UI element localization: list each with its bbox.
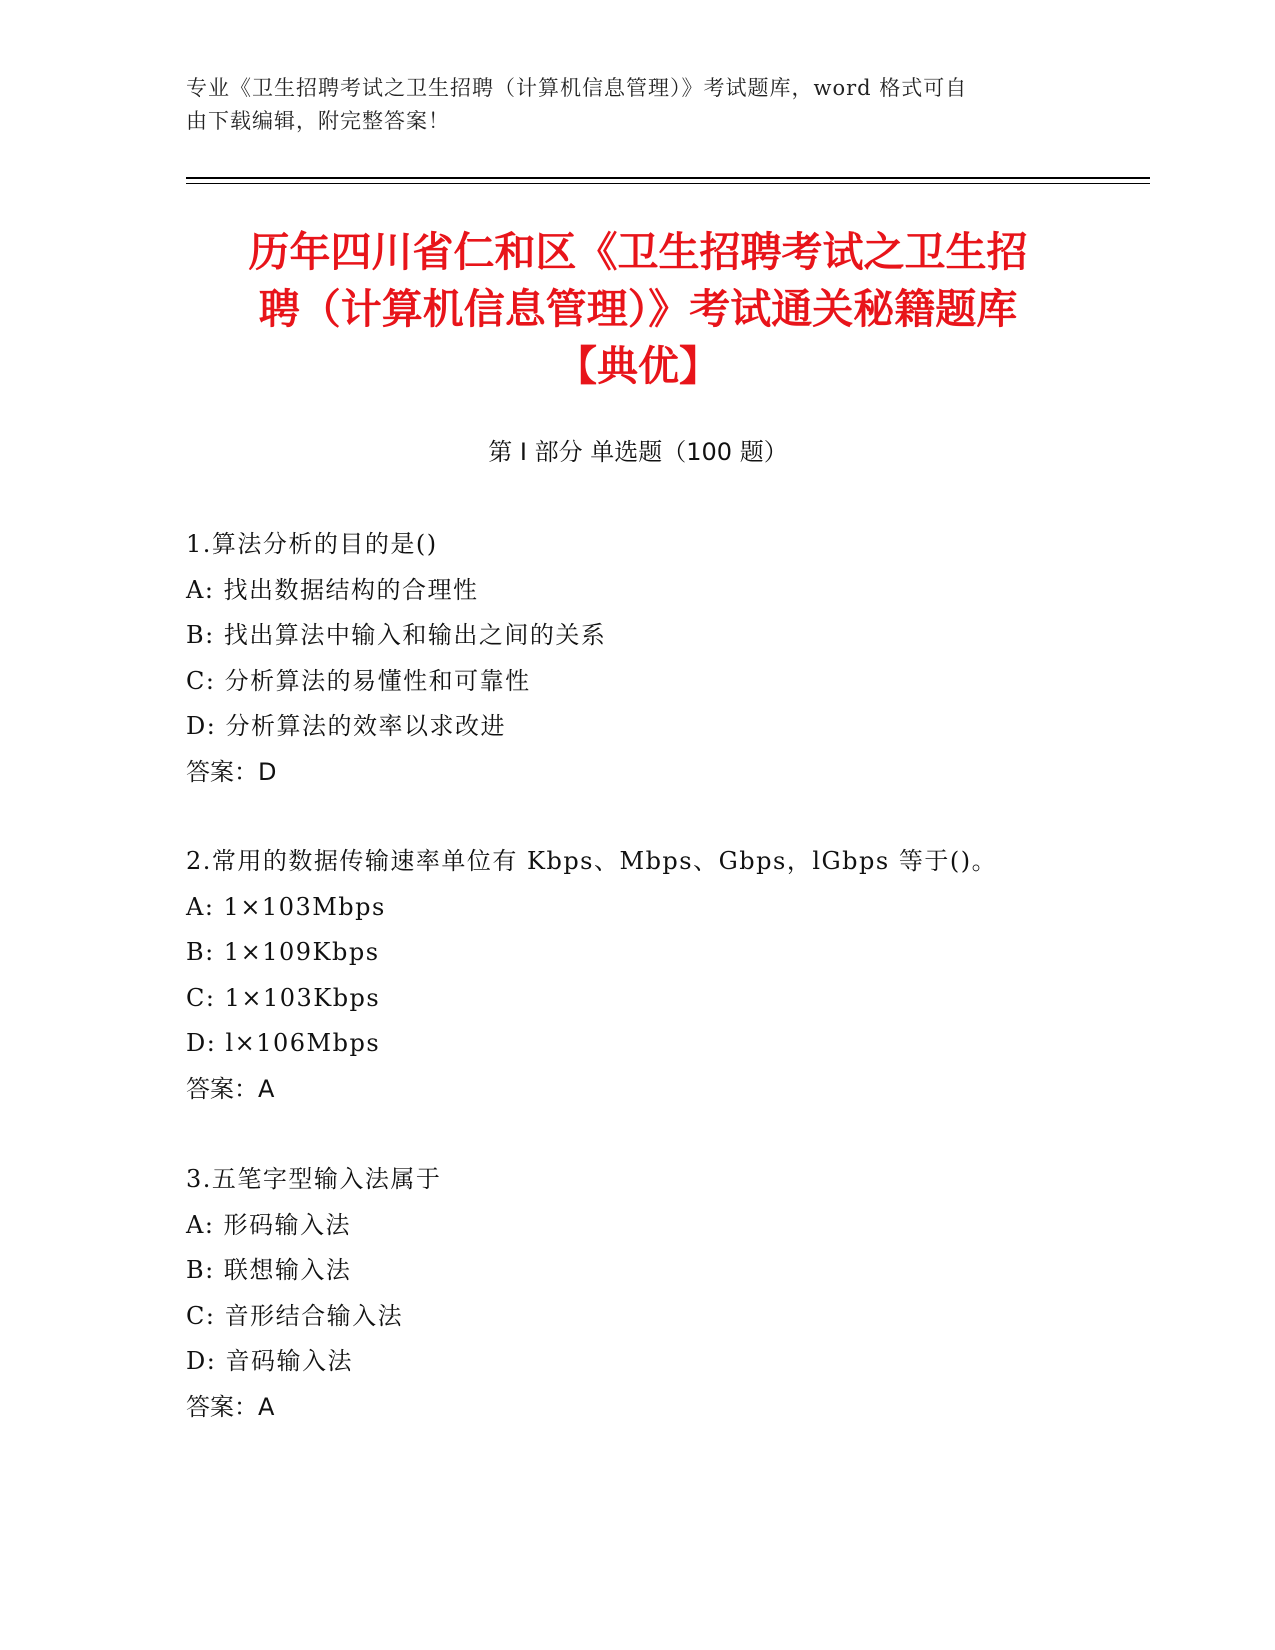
option-c: C: 音形结合输入法	[186, 1301, 404, 1330]
question-item	[186, 522, 1146, 795]
answer-line: 答案：D	[186, 757, 277, 786]
option-d: D: 分析算法的效率以求改进	[186, 712, 506, 740]
answer-line: 答案：A	[186, 1392, 275, 1421]
header-rule-thick	[186, 177, 1150, 179]
document-title-line-2: 聘（计算机信息管理）》考试通关秘籍题库	[258, 285, 1018, 333]
document-title	[186, 224, 1090, 395]
option-b: B: 1×109Kbps	[186, 938, 380, 966]
document-title-line-3: 【典优】	[556, 342, 720, 390]
question-stem: 1.算法分析的目的是()	[186, 530, 438, 558]
document-title-line-1: 历年四川省仁和区《卫生招聘考试之卫生招	[248, 228, 1028, 276]
option-a: A: 1×103Mbps	[186, 892, 386, 921]
option-b: B: 找出算法中输入和输出之间的关系	[186, 621, 607, 649]
option-d: D: 音码输入法	[186, 1347, 353, 1375]
question-item	[186, 839, 1146, 1112]
header-note-line-2: 由下载编辑，附完整答案！	[186, 109, 450, 133]
question-stem: 2.常用的数据传输速率单位有 Kbps、Mbps、Gbps，lGbps 等于()。	[186, 847, 998, 875]
option-d: D: l×106Mbps	[186, 1029, 381, 1057]
option-c: C: 分析算法的易懂性和可靠性	[186, 666, 531, 695]
question-item	[186, 1157, 1146, 1430]
header-rule-thin	[186, 183, 1150, 184]
answer-line: 答案：A	[186, 1074, 275, 1103]
header-note	[186, 72, 1066, 138]
header-note-line-1: 专业《卫生招聘考试之卫生招聘（计算机信息管理）》考试题库，word 格式可自	[186, 76, 968, 100]
question-stem: 3.五笔字型输入法属于	[186, 1165, 442, 1193]
option-a: A: 找出数据结构的合理性	[186, 575, 479, 604]
option-c: C: 1×103Kbps	[186, 983, 381, 1012]
option-b: B: 联想输入法	[186, 1256, 352, 1284]
option-a: A: 形码输入法	[186, 1210, 352, 1239]
section-heading: 第 I 部分 单选题（100 题）	[488, 438, 788, 466]
